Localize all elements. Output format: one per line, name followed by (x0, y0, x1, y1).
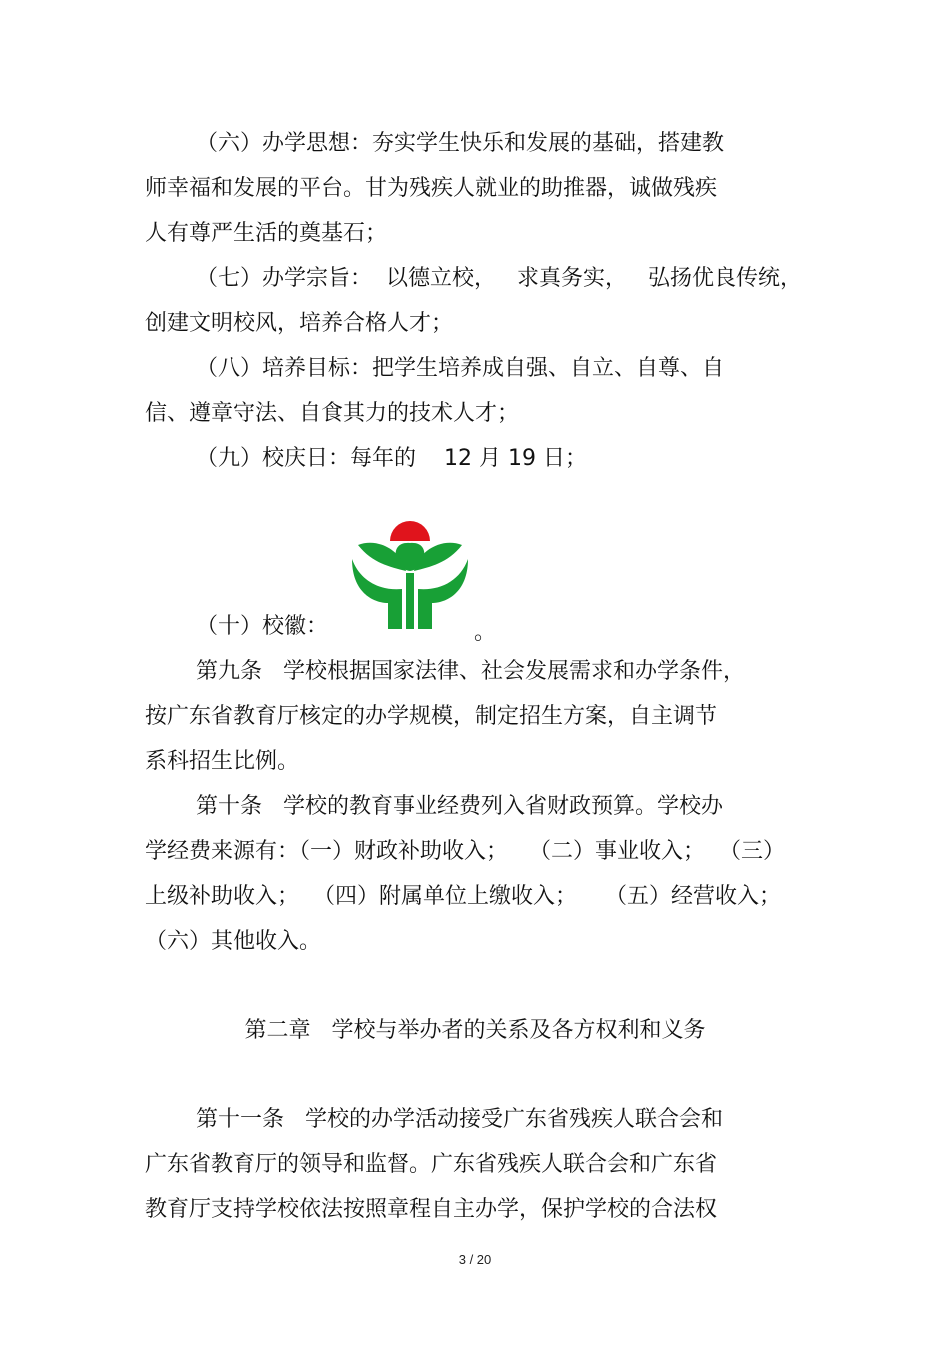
paragraph-line: （十）校徽： (196, 614, 329, 639)
paragraph-line: 第十条 学校的教育事业经费列入省财政预算。学校办 (196, 794, 723, 819)
paragraph-line: 。 (474, 620, 497, 645)
paragraph-line: （七）办学宗旨： 以德立校， 求真务实， 弘扬优良传统， (196, 266, 802, 291)
paragraph-line: 学经费来源有：（一）财政补助收入； （二）事业收入； （三） (145, 839, 785, 864)
paragraph-line: （九）校庆日：每年的 12 月 19 日； (196, 446, 587, 471)
paragraph-line: 信、遵章守法、自食其力的技术人才； (145, 401, 520, 426)
paragraph-line: 创建文明校风，培养合格人才； (145, 311, 454, 336)
paragraph-line: 上级补助收入； （四）附属单位上缴收入； （五）经营收入； (145, 884, 781, 909)
paragraph-line: 广东省教育厅的领导和监督。广东省残疾人联合会和广东省 (145, 1152, 718, 1177)
paragraph-line: 教育厅支持学校依法按照章程自主办学，保护学校的合法权 (145, 1197, 718, 1222)
paragraph-line: 师幸福和发展的平台。甘为残疾人就业的助推器，诚做残疾 (145, 176, 718, 201)
paragraph-line: 按广东省教育厅核定的办学规模，制定招生方案，自主调节 (145, 704, 718, 729)
paragraph-line: （六）办学思想：夯实学生快乐和发展的基础，搭建教 (196, 131, 725, 156)
school-emblem-icon (350, 511, 470, 629)
paragraph-line: 第九条 学校根据国家法律、社会发展需求和办学条件， (196, 659, 745, 684)
paragraph-line: （六）其他收入。 (145, 929, 322, 954)
paragraph-line: 人有尊严生活的奠基石； (145, 221, 388, 246)
paragraph-line: 系科招生比例。 (145, 749, 300, 774)
chapter-heading: 第二章 学校与举办者的关系及各方权利和义务 (244, 1018, 706, 1043)
paragraph-line: 第十一条 学校的办学活动接受广东省残疾人联合会和 (196, 1107, 723, 1132)
page-number: 3 / 20 (458, 1252, 492, 1267)
paragraph-line: （八）培养目标：把学生培养成自强、自立、自尊、自 (196, 356, 725, 381)
